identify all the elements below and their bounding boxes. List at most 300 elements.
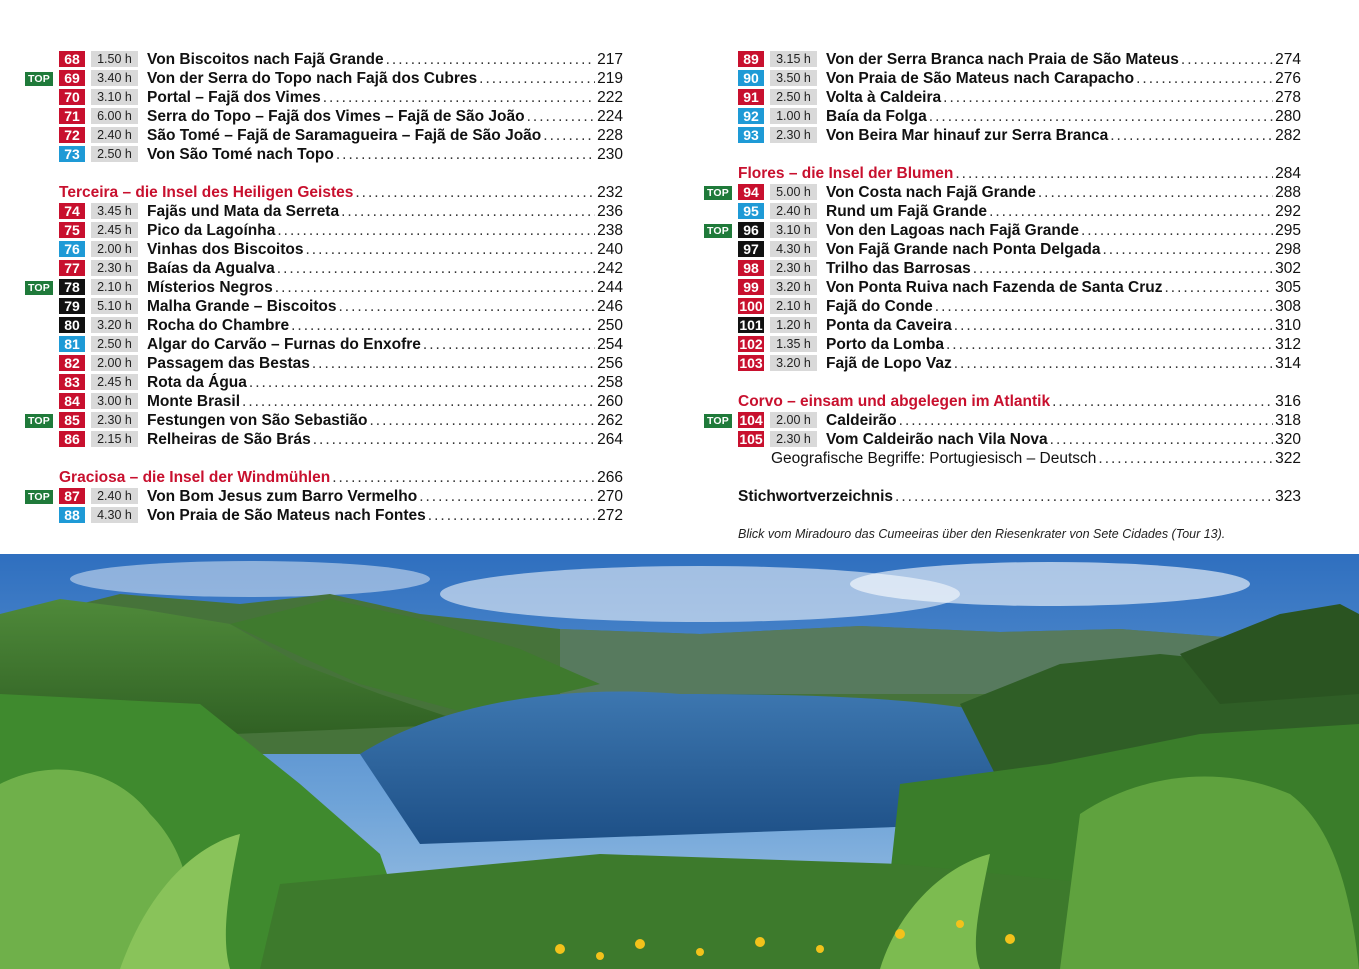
page-number: 292 <box>1275 203 1301 220</box>
dot-leader <box>277 221 595 240</box>
toc-entry[interactable] <box>147 373 623 392</box>
entry-title: Von Biscoitos nach Fajã Grande <box>147 51 384 68</box>
tour-number: 94 <box>738 184 764 200</box>
tour-duration: 2.40 h <box>91 127 138 143</box>
tour-row[interactable] <box>704 50 1301 69</box>
dot-leader <box>1102 240 1273 259</box>
tour-row[interactable] <box>25 411 623 430</box>
dot-leader <box>479 69 595 88</box>
toc-entry[interactable] <box>59 468 623 487</box>
entry-title: Von der Serra do Topo nach Fajã dos Cubres <box>147 70 478 87</box>
page-number: 270 <box>597 488 623 505</box>
tour-duration: 2.00 h <box>91 241 138 257</box>
page-number: 314 <box>1275 355 1301 372</box>
tour-duration: 2.30 h <box>770 127 817 143</box>
entry-title: Místerios Negros <box>147 279 273 296</box>
dot-leader <box>1081 221 1273 240</box>
toc-entry[interactable] <box>147 126 623 145</box>
toc-right-column <box>704 50 1301 506</box>
page-number: 288 <box>1275 184 1301 201</box>
tour-row[interactable] <box>704 335 1301 354</box>
entry-title: Relheiras de São Brás <box>147 431 311 448</box>
tour-duration: 3.20 h <box>91 317 138 333</box>
entry-title: Graciosa – die Insel der Windmühlen <box>59 469 331 486</box>
tour-duration: 3.15 h <box>770 51 817 67</box>
tour-duration: 2.50 h <box>91 336 138 352</box>
toc-entry[interactable] <box>826 354 1301 373</box>
page-number: 298 <box>1275 241 1301 258</box>
tour-duration: 2.45 h <box>91 374 138 390</box>
tour-duration: 4.30 h <box>770 241 817 257</box>
tour-number: 76 <box>59 241 85 257</box>
entry-title: Terceira – die Insel des Heiligen Geistes <box>59 184 354 201</box>
top-badge: TOP <box>25 414 53 428</box>
tour-number: 98 <box>738 260 764 276</box>
dot-leader <box>1038 183 1273 202</box>
toc-entry[interactable] <box>147 202 623 221</box>
dot-leader <box>929 107 1273 126</box>
dot-leader <box>428 506 595 525</box>
tour-row[interactable] <box>704 126 1301 145</box>
tour-row[interactable] <box>25 354 623 373</box>
page-number: 240 <box>597 241 623 258</box>
tour-row[interactable] <box>25 373 623 392</box>
tour-row[interactable] <box>25 221 623 240</box>
tour-duration: 4.30 h <box>91 507 138 523</box>
tour-row[interactable] <box>704 430 1301 449</box>
tour-duration: 3.40 h <box>91 70 138 86</box>
toc-entry[interactable] <box>147 88 623 107</box>
tour-row[interactable] <box>704 107 1301 126</box>
toc-entry[interactable] <box>826 107 1301 126</box>
tour-duration: 2.40 h <box>770 203 817 219</box>
section-heading[interactable] <box>25 468 623 487</box>
entry-title: Passagem das Bestas <box>147 355 310 372</box>
tour-duration: 2.30 h <box>91 412 138 428</box>
entry-title: São Tomé – Fajã de Saramagueira – Fajã de São João <box>147 127 542 144</box>
page-number: 280 <box>1275 108 1301 125</box>
page-number: 219 <box>597 70 623 87</box>
toc-entry[interactable] <box>826 297 1301 316</box>
toc-entry[interactable] <box>826 240 1301 259</box>
toc-entry[interactable] <box>826 430 1301 449</box>
toc-entry[interactable] <box>147 392 623 411</box>
tour-number: 72 <box>59 127 85 143</box>
tour-number: 83 <box>59 374 85 390</box>
tour-row[interactable] <box>704 240 1301 259</box>
page-number: 258 <box>597 374 623 391</box>
entry-title: Baía da Folga <box>826 108 927 125</box>
index-row[interactable] <box>704 487 1301 506</box>
page-number: 260 <box>597 393 623 410</box>
toc-entry[interactable] <box>826 126 1301 145</box>
tour-duration: 2.50 h <box>91 146 138 162</box>
tour-row[interactable] <box>25 240 623 259</box>
page-number: 266 <box>597 469 623 486</box>
toc-entry[interactable] <box>738 392 1301 411</box>
toc-entry[interactable] <box>147 69 623 88</box>
tour-number: 97 <box>738 241 764 257</box>
top-badge: TOP <box>25 281 53 295</box>
entry-title: Von Bom Jesus zum Barro Vermelho <box>147 488 418 505</box>
section-heading[interactable] <box>25 183 623 202</box>
dot-leader <box>249 373 595 392</box>
tour-number: 71 <box>59 108 85 124</box>
toc-entry[interactable] <box>826 221 1301 240</box>
toc-entry[interactable] <box>147 278 623 297</box>
toc-entry[interactable] <box>738 164 1301 183</box>
page-number: 230 <box>597 146 623 163</box>
tour-row[interactable] <box>25 107 623 126</box>
tour-row[interactable] <box>704 69 1301 88</box>
tour-duration: 2.50 h <box>770 89 817 105</box>
tour-number: 99 <box>738 279 764 295</box>
page-number: 316 <box>1275 393 1301 410</box>
top-badge: TOP <box>704 224 732 238</box>
toc-entry[interactable] <box>738 487 1301 506</box>
section-heading[interactable] <box>704 392 1301 411</box>
tour-number: 82 <box>59 355 85 371</box>
tour-row[interactable] <box>25 202 623 221</box>
dot-leader <box>954 354 1273 373</box>
dot-leader <box>336 145 595 164</box>
tour-row[interactable] <box>25 487 623 506</box>
entry-title: Volta à Caldeira <box>826 89 942 106</box>
tour-duration: 3.20 h <box>770 355 817 371</box>
dot-leader <box>323 88 595 107</box>
page-number: 228 <box>597 127 623 144</box>
entry-title: Von Praia de São Mateus nach Carapacho <box>826 70 1135 87</box>
dot-leader <box>973 259 1273 278</box>
entry-title: Rota da Água <box>147 374 247 391</box>
toc-entry[interactable] <box>147 240 623 259</box>
tour-row[interactable] <box>704 316 1301 335</box>
entry-title: Porto da Lomba <box>826 336 944 353</box>
dot-leader <box>543 126 595 145</box>
tour-number: 90 <box>738 70 764 86</box>
toc-entry[interactable] <box>147 506 623 525</box>
tour-number: 101 <box>739 317 763 333</box>
entry-title: Portal – Fajã dos Vimes <box>147 89 321 106</box>
section-spacer <box>25 449 623 468</box>
dot-leader <box>1050 430 1273 449</box>
tour-row[interactable] <box>704 221 1301 240</box>
page-number: 322 <box>1275 450 1301 467</box>
entry-title: Serra do Topo – Fajã dos Vimes – Fajã de São João <box>147 108 525 125</box>
entry-title: Von der Serra Branca nach Praia de São Mateus <box>826 51 1179 68</box>
toc-entry[interactable] <box>147 411 623 430</box>
toc-entry[interactable] <box>826 335 1301 354</box>
tour-row[interactable] <box>25 506 623 525</box>
entry-title: Stichwortverzeichnis <box>738 488 894 505</box>
dot-leader <box>355 183 595 202</box>
toc-entry[interactable] <box>826 202 1301 221</box>
tour-number: 79 <box>59 298 85 314</box>
toc-entry[interactable] <box>826 316 1301 335</box>
tour-duration: 2.40 h <box>91 488 138 504</box>
entry-title: Fajã de Lopo Vaz <box>826 355 952 372</box>
entry-title: Fajãs und Mata da Serreta <box>147 203 340 220</box>
section-heading[interactable] <box>704 164 1301 183</box>
dot-leader <box>527 107 596 126</box>
tour-number: 105 <box>739 431 763 447</box>
toc-entry[interactable] <box>147 354 623 373</box>
dot-leader <box>275 278 595 297</box>
toc-entry[interactable] <box>826 69 1301 88</box>
entry-title: Pico da Lagoínha <box>147 222 276 239</box>
dot-leader <box>305 240 595 259</box>
dot-leader <box>242 392 595 411</box>
dot-leader <box>943 88 1273 107</box>
tour-duration: 2.45 h <box>91 222 138 238</box>
tour-row[interactable] <box>704 278 1301 297</box>
toc-entry[interactable] <box>147 145 623 164</box>
dot-leader <box>419 487 595 506</box>
toc-entry[interactable] <box>147 487 623 506</box>
entry-title: Rocha do Chambre <box>147 317 290 334</box>
dot-leader <box>1052 392 1273 411</box>
entry-title: Von Praia de São Mateus nach Fontes <box>147 507 426 524</box>
top-badge: TOP <box>25 490 53 504</box>
tour-duration: 2.30 h <box>770 431 817 447</box>
toc-entry[interactable] <box>147 430 623 449</box>
tour-row[interactable] <box>25 50 623 69</box>
page-number: 232 <box>597 184 623 201</box>
dot-leader <box>1164 278 1273 297</box>
tour-row[interactable] <box>704 354 1301 373</box>
tour-duration: 1.20 h <box>770 317 817 333</box>
dot-leader <box>339 297 596 316</box>
page-number: 250 <box>597 317 623 334</box>
page-number: 244 <box>597 279 623 296</box>
dot-leader <box>1136 69 1273 88</box>
tour-duration: 5.00 h <box>770 184 817 200</box>
tour-row[interactable] <box>704 411 1301 430</box>
toc-entry[interactable] <box>147 50 623 69</box>
tour-number: 103 <box>739 355 763 371</box>
page-number: 302 <box>1275 260 1301 277</box>
dot-leader <box>291 316 595 335</box>
tour-duration: 1.00 h <box>770 108 817 124</box>
dot-leader <box>313 430 595 449</box>
toc-entry[interactable] <box>826 88 1301 107</box>
section-spacer <box>704 145 1301 164</box>
tour-row[interactable] <box>25 430 623 449</box>
tour-row[interactable] <box>25 126 623 145</box>
dot-leader <box>955 164 1273 183</box>
section-spacer <box>704 468 1301 487</box>
dot-leader <box>423 335 595 354</box>
tour-duration: 6.00 h <box>91 108 138 124</box>
tour-row[interactable] <box>25 335 623 354</box>
tour-duration: 1.50 h <box>91 51 138 67</box>
page-number: 295 <box>1275 222 1301 239</box>
dot-leader <box>935 297 1273 316</box>
page-number: 274 <box>1275 51 1301 68</box>
page-number: 264 <box>597 431 623 448</box>
tour-number: 81 <box>59 336 85 352</box>
tour-number: 73 <box>59 146 85 162</box>
tour-number: 74 <box>59 203 85 219</box>
dot-leader <box>370 411 596 430</box>
dot-leader <box>1098 449 1273 468</box>
toc-entry[interactable] <box>147 297 623 316</box>
toc-entry[interactable] <box>826 259 1301 278</box>
page-number: 320 <box>1275 431 1301 448</box>
dot-leader <box>312 354 595 373</box>
toc-entry[interactable] <box>826 411 1301 430</box>
tour-row[interactable] <box>25 278 623 297</box>
entry-title: Von Beira Mar hinauf zur Serra Branca <box>826 127 1109 144</box>
tour-duration: 3.10 h <box>770 222 817 238</box>
page-number: 284 <box>1275 165 1301 182</box>
entry-title: Malha Grande – Biscoitos <box>147 298 337 315</box>
dot-leader <box>341 202 595 221</box>
page-number: 238 <box>597 222 623 239</box>
entry-title: Ponta da Caveira <box>826 317 952 334</box>
dot-leader <box>895 487 1273 506</box>
entry-title: Algar do Carvão – Furnas do Enxofre <box>147 336 421 353</box>
tour-number: 85 <box>59 412 85 428</box>
toc-entry[interactable] <box>771 449 1301 468</box>
top-badge: TOP <box>704 414 732 428</box>
page-number: 305 <box>1275 279 1301 296</box>
tour-number: 78 <box>59 279 85 295</box>
section-spacer <box>704 373 1301 392</box>
entry-title: Von São Tomé nach Topo <box>147 146 334 163</box>
page-number: 236 <box>597 203 623 220</box>
tour-number: 104 <box>739 412 763 428</box>
tour-duration: 2.15 h <box>91 431 138 447</box>
tour-duration: 2.00 h <box>770 412 817 428</box>
tour-duration: 2.30 h <box>770 260 817 276</box>
dot-leader <box>989 202 1273 221</box>
tour-number: 95 <box>738 203 764 219</box>
page-number: 254 <box>597 336 623 353</box>
dot-leader <box>1110 126 1273 145</box>
tour-number: 77 <box>59 260 85 276</box>
page-number: 262 <box>597 412 623 429</box>
page-number: 278 <box>1275 89 1301 106</box>
entry-title: Rund um Fajã Grande <box>826 203 988 220</box>
entry-title: Festungen von São Sebastião <box>147 412 368 429</box>
tour-number: 69 <box>59 70 85 86</box>
tour-number: 92 <box>738 108 764 124</box>
entry-title: Monte Brasil <box>147 393 241 410</box>
top-badge: TOP <box>25 72 53 86</box>
entry-title: Von Fajã Grande nach Ponta Delgada <box>826 241 1101 258</box>
tour-duration: 2.10 h <box>91 279 138 295</box>
top-badge: TOP <box>704 186 732 200</box>
toc-entry[interactable] <box>59 183 623 202</box>
tour-row[interactable] <box>25 145 623 164</box>
toc-entry[interactable] <box>147 221 623 240</box>
dot-leader <box>386 50 596 69</box>
entry-title: Fajã do Conde <box>826 298 933 315</box>
page-number: 246 <box>597 298 623 315</box>
page-number: 312 <box>1275 336 1301 353</box>
glossary-row[interactable] <box>704 449 1301 468</box>
tour-duration: 5.10 h <box>91 298 138 314</box>
dot-leader <box>1181 50 1273 69</box>
page-number: 256 <box>597 355 623 372</box>
tour-row[interactable] <box>704 202 1301 221</box>
toc-entry[interactable] <box>826 183 1301 202</box>
page-number: 276 <box>1275 70 1301 87</box>
dot-leader <box>954 316 1273 335</box>
tour-row[interactable] <box>704 297 1301 316</box>
page-number: 310 <box>1275 317 1301 334</box>
dot-leader <box>277 259 595 278</box>
toc-left-column <box>25 50 623 525</box>
page-number: 272 <box>597 507 623 524</box>
dot-leader <box>946 335 1273 354</box>
tour-row[interactable] <box>25 392 623 411</box>
entry-title: Von den Lagoas nach Fajã Grande <box>826 222 1079 239</box>
toc-entry[interactable] <box>147 316 623 335</box>
page-number: 242 <box>597 260 623 277</box>
tour-row[interactable] <box>704 88 1301 107</box>
tour-number: 91 <box>738 89 764 105</box>
entry-title: Vom Caldeirão nach Vila Nova <box>826 431 1048 448</box>
entry-title: Corvo – einsam und abgelegen im Atlantik <box>738 393 1051 410</box>
toc-entry[interactable] <box>147 259 623 278</box>
tour-number: 80 <box>59 317 85 333</box>
toc-entry[interactable] <box>826 50 1301 69</box>
tour-number: 100 <box>739 298 763 314</box>
tour-row[interactable] <box>704 259 1301 278</box>
tour-number: 87 <box>59 488 85 504</box>
dot-leader <box>332 468 595 487</box>
page-number: 308 <box>1275 298 1301 315</box>
tour-row[interactable] <box>704 183 1301 202</box>
tour-duration: 3.00 h <box>91 393 138 409</box>
tour-number: 93 <box>738 127 764 143</box>
page-number: 318 <box>1275 412 1301 429</box>
tour-number: 89 <box>738 51 764 67</box>
tour-number: 96 <box>738 222 764 238</box>
toc-entry[interactable] <box>826 278 1301 297</box>
page-number: 222 <box>597 89 623 106</box>
tour-number: 84 <box>59 393 85 409</box>
tour-number: 70 <box>59 89 85 105</box>
tour-number: 68 <box>59 51 85 67</box>
entry-title: Baías da Agualva <box>147 260 275 277</box>
tour-duration: 3.50 h <box>770 70 817 86</box>
entry-title: Caldeirão <box>826 412 897 429</box>
tour-row[interactable] <box>25 316 623 335</box>
entry-title: Von Costa nach Fajã Grande <box>826 184 1036 201</box>
tour-duration: 2.30 h <box>91 260 138 276</box>
tour-row[interactable] <box>25 297 623 316</box>
page-number: 282 <box>1275 127 1301 144</box>
photo-caption: Blick vom Miradouro das Cumeeiras über den Riesenkrater von Sete Cidades (Tour 13). <box>738 527 1226 541</box>
toc-entry[interactable] <box>147 107 623 126</box>
tour-row[interactable] <box>25 259 623 278</box>
entry-title: Geografische Begriffe: Portugiesisch – Deutsch <box>771 450 1097 467</box>
tour-number: 75 <box>59 222 85 238</box>
toc-entry[interactable] <box>147 335 623 354</box>
tour-row[interactable] <box>25 88 623 107</box>
dot-leader <box>899 411 1273 430</box>
page-number: 323 <box>1275 488 1301 505</box>
tour-duration: 3.20 h <box>770 279 817 295</box>
section-spacer <box>25 164 623 183</box>
tour-row[interactable] <box>25 69 623 88</box>
entry-title: Von Ponta Ruiva nach Fazenda de Santa Cruz <box>826 279 1163 296</box>
tour-duration: 2.00 h <box>91 355 138 371</box>
tour-number: 88 <box>59 507 85 523</box>
